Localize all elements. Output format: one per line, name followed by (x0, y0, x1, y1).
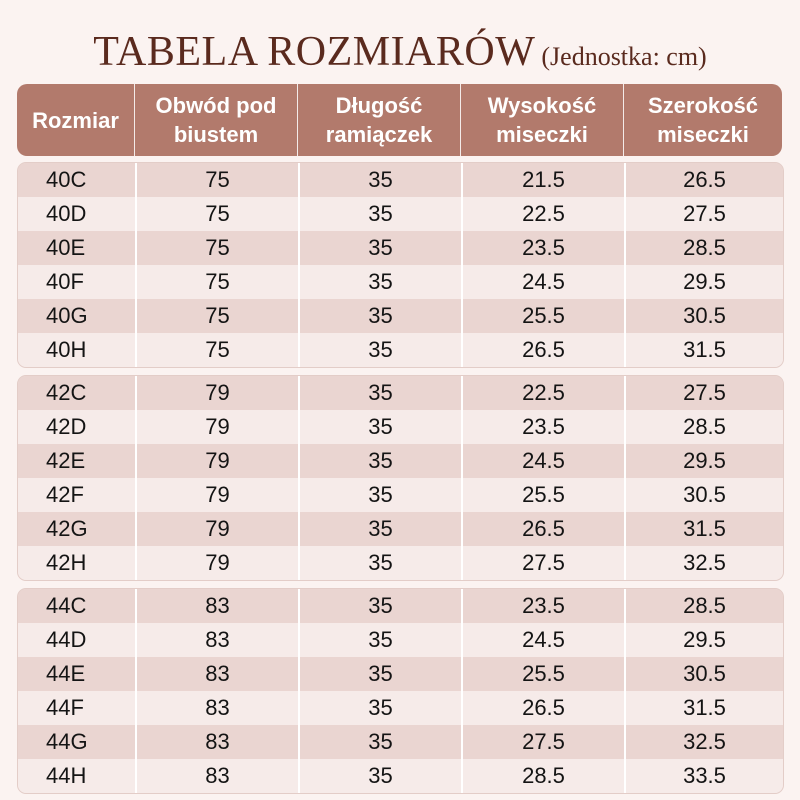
table-cell: 35 (298, 725, 461, 759)
table-cell: 44D (46, 627, 87, 652)
page-title (0, 28, 800, 76)
table-cell: 75 (135, 197, 298, 231)
table-row (18, 265, 783, 299)
table-cell: 79 (135, 478, 298, 512)
table-header (17, 84, 782, 156)
table-row (18, 657, 783, 691)
table-cell: 75 (135, 299, 298, 333)
table-cell: 42C (46, 380, 87, 405)
table-cell: 35 (298, 410, 461, 444)
table-cell: 30.5 (624, 478, 783, 512)
table-cell: 35 (298, 299, 461, 333)
table-cell: 35 (298, 691, 461, 725)
table-cell: 27.5 (624, 197, 783, 231)
table-cell: 35 (298, 376, 461, 410)
table-cell: 35 (298, 333, 461, 367)
table-cell: 42G (46, 516, 88, 541)
table-cell: 25.5 (461, 657, 624, 691)
header-size: Rozmiar (32, 107, 119, 133)
table-row (18, 444, 783, 478)
table-cell: 29.5 (624, 265, 783, 299)
size-group (17, 375, 784, 581)
table-cell: 30.5 (624, 657, 783, 691)
table-row (18, 512, 783, 546)
table-cell: 42F (46, 482, 84, 507)
table-cell: 44F (46, 695, 84, 720)
table-cell: 83 (135, 725, 298, 759)
table-cell: 28.5 (624, 410, 783, 444)
table-row (18, 546, 783, 580)
table-cell: 40G (46, 303, 88, 328)
table-cell: 25.5 (461, 478, 624, 512)
size-group (17, 588, 784, 794)
table-cell: 42E (46, 448, 86, 473)
table-row (18, 299, 783, 333)
size-group (17, 162, 784, 368)
table-cell: 40D (46, 201, 87, 226)
table-cell: 35 (298, 478, 461, 512)
table-cell: 26.5 (624, 163, 783, 197)
table-cell: 35 (298, 444, 461, 478)
table-cell: 32.5 (624, 546, 783, 580)
table-cell: 31.5 (624, 691, 783, 725)
table-cell: 35 (298, 759, 461, 793)
table-cell: 40E (46, 235, 86, 260)
header-strap-length: Długość ramiączek (297, 84, 460, 156)
table-cell: 79 (135, 512, 298, 546)
table-cell: 35 (298, 231, 461, 265)
table-cell: 79 (135, 546, 298, 580)
table-cell: 35 (298, 589, 461, 623)
header-cup-height: Wysokość miseczki (460, 84, 623, 156)
table-cell: 30.5 (624, 299, 783, 333)
table-row (18, 231, 783, 265)
unit-note: (Jednostka: cm) (541, 42, 707, 71)
header-cup-width: Szerokość miseczki (623, 84, 782, 156)
table-cell: 26.5 (461, 691, 624, 725)
table-cell: 32.5 (624, 725, 783, 759)
table-cell: 44C (46, 593, 87, 618)
table-cell: 75 (135, 333, 298, 367)
table-cell: 35 (298, 657, 461, 691)
table-cell: 28.5 (624, 231, 783, 265)
table-cell: 35 (298, 623, 461, 657)
table-row (18, 197, 783, 231)
table-cell: 31.5 (624, 512, 783, 546)
table-cell: 22.5 (461, 197, 624, 231)
table-cell: 35 (298, 197, 461, 231)
table-cell: 42H (46, 550, 87, 575)
table-cell: 44E (46, 661, 86, 686)
table-cell: 79 (135, 410, 298, 444)
table-cell: 28.5 (461, 759, 624, 793)
title-text: TABELA ROZMIARÓW (93, 29, 536, 75)
table-row (18, 376, 783, 410)
table-cell: 83 (135, 589, 298, 623)
table-cell: 40F (46, 269, 84, 294)
table-cell: 31.5 (624, 333, 783, 367)
table-cell: 83 (135, 759, 298, 793)
table-cell: 35 (298, 265, 461, 299)
table-cell: 27.5 (461, 546, 624, 580)
table-row (18, 725, 783, 759)
table-cell: 26.5 (461, 512, 624, 546)
table-row (18, 163, 783, 197)
table-row (18, 478, 783, 512)
table-row (18, 589, 783, 623)
table-cell: 40H (46, 337, 87, 362)
table-cell: 25.5 (461, 299, 624, 333)
table-cell: 28.5 (624, 589, 783, 623)
table-cell: 29.5 (624, 444, 783, 478)
table-cell: 35 (298, 546, 461, 580)
table-cell: 23.5 (461, 410, 624, 444)
table-cell: 44H (46, 763, 87, 788)
table-cell: 75 (135, 265, 298, 299)
table-cell: 75 (135, 163, 298, 197)
table-cell: 24.5 (461, 265, 624, 299)
table-cell: 75 (135, 231, 298, 265)
table-cell: 29.5 (624, 623, 783, 657)
table-cell: 21.5 (461, 163, 624, 197)
table-row (18, 333, 783, 367)
table-cell: 83 (135, 691, 298, 725)
table-row (18, 410, 783, 444)
table-cell: 83 (135, 657, 298, 691)
table-cell: 40C (46, 167, 87, 192)
table-cell: 42D (46, 414, 87, 439)
table-cell: 23.5 (461, 231, 624, 265)
table-cell: 44G (46, 729, 88, 754)
table-cell: 79 (135, 376, 298, 410)
table-cell: 27.5 (624, 376, 783, 410)
table-cell: 26.5 (461, 333, 624, 367)
table-cell: 83 (135, 623, 298, 657)
table-cell: 23.5 (461, 589, 624, 623)
table-cell: 24.5 (461, 623, 624, 657)
table-row (18, 691, 783, 725)
table-row (18, 623, 783, 657)
table-cell: 33.5 (624, 759, 783, 793)
table-cell: 35 (298, 512, 461, 546)
table-cell: 79 (135, 444, 298, 478)
table-cell: 22.5 (461, 376, 624, 410)
header-underbust: Obwód pod biustem (134, 84, 297, 156)
table-cell: 35 (298, 163, 461, 197)
table-cell: 27.5 (461, 725, 624, 759)
table-cell: 24.5 (461, 444, 624, 478)
table-row (18, 759, 783, 793)
